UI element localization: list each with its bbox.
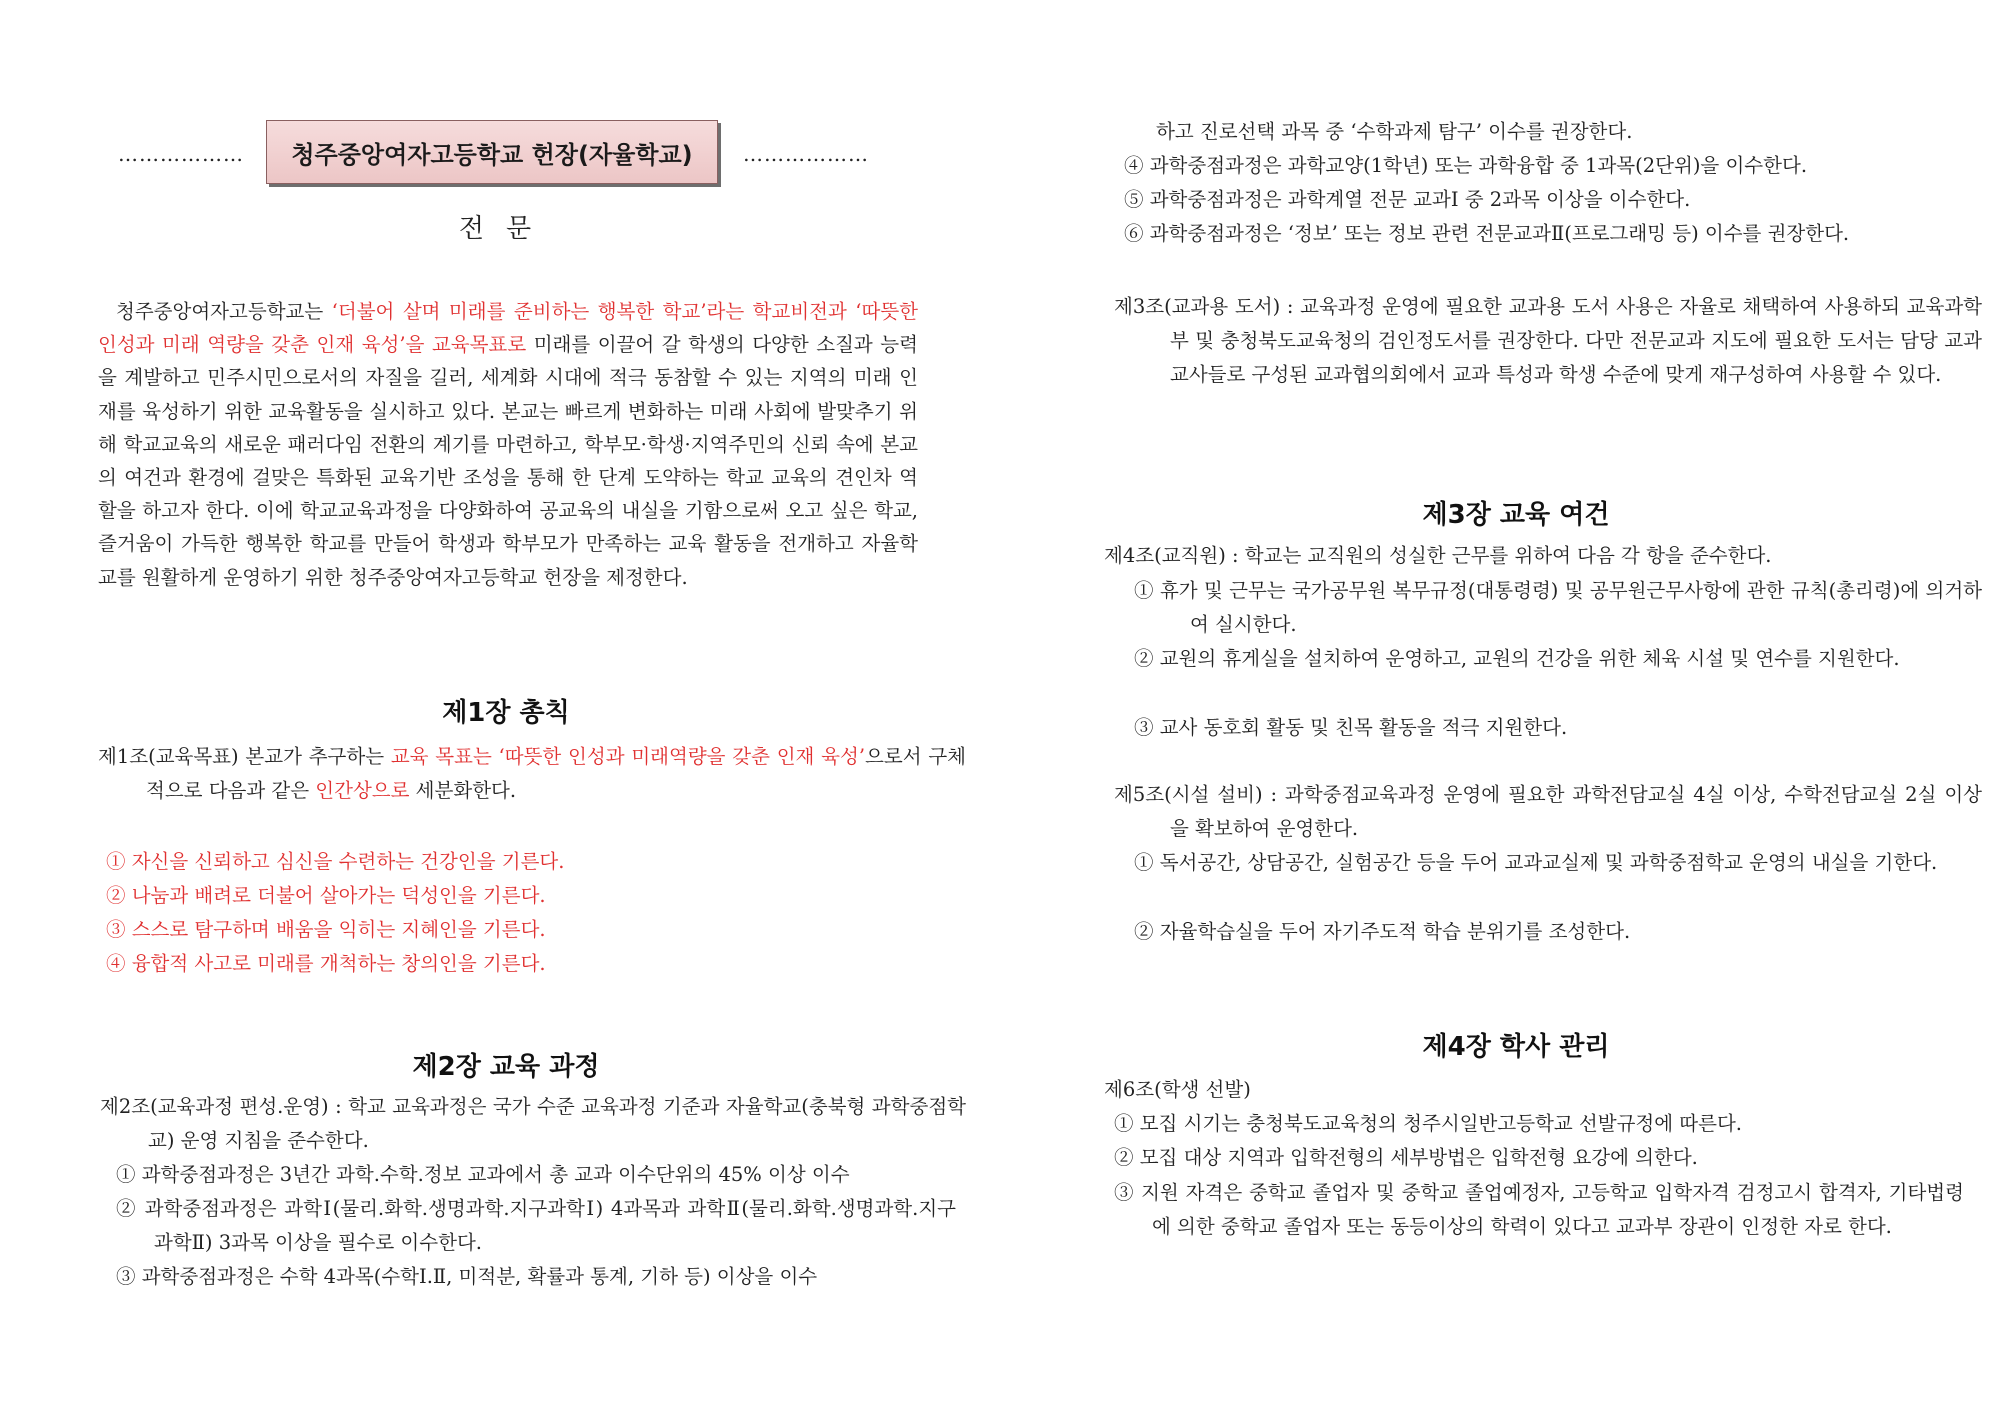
staff-item: ① 휴가 및 근무는 국가공무원 복무규정(대통령령) 및 공무원근무사항에 관한 규칙(총리령)에 의거하여 실시한다. <box>1134 579 1982 636</box>
document-title: 청주중앙여자고등학교 헌장(자율학교) <box>266 120 718 184</box>
curriculum-item: ⑥ 과학중점과정은 ‘정보’ 또는 정보 관련 전문교과Ⅱ(프로그래밍 등) 이수를 권장한다. <box>1124 222 1850 245</box>
article-3: 제3조(교과용 도서) : 교육과정 운영에 필요한 교과용 도서 사용은 자율로 채택하여 사용하되 교육과학부 및 충청북도교육청의 검인정도서를 권장한다. 다만 전문교과 지도에 필요한 도서는 담당 교과 교사들로 구성된 교과협의회에서 교과 특성과 학생 수준에 맞게 재구성하여 사용할 수 있다. <box>1114 295 1982 386</box>
admission-item: ③ 지원 자격은 중학교 졸업자 및 중학교 졸업예정자, 고등학교 입학자격 검정고시 합격자, 기타법령에 의한 중학교 졸업자 또는 동등이상의 학력이 있다고 교과부 장관이 인정한 자로 한다. <box>1114 1181 1964 1238</box>
facility-item: ① 독서공간, 상담공간, 실험공간 등을 두어 교과교실제 및 과학중점학교 운영의 내실을 기한다. <box>1134 851 1938 874</box>
chapter2-heading: 제2장 교육 과정 <box>412 1052 600 1082</box>
goal-item: ① 자신을 신뢰하고 심신을 수련하는 건강인을 기른다. <box>106 850 565 873</box>
goal-item: ② 나눔과 배려로 더불어 살아가는 덕성인을 기른다. <box>106 884 546 907</box>
admission-item: ② 모집 대상 지역과 입학전형의 세부방법은 입학전형 요강에 의한다. <box>1114 1146 1698 1169</box>
chapter3-heading: 제3장 교육 여건 <box>1422 500 1610 530</box>
curriculum-item: ① 과학중점과정은 3년간 과학.수학.정보 교과에서 총 교과 이수단위의 45% 이상 이수 <box>116 1163 850 1186</box>
preamble-text: 청주중앙여자고등학교는 ‘더불어 살며 미래를 준비하는 행복한 학교’라는 학교비전과 ‘따뜻한 인성과 미래 역량을 갖춘 인재 육성’을 교육목표로 미래를 이끌어 갈 학생의 다양한 소질과 능력을 계발하고 민주시민으로서의 자질을 길러, 세계화 시대에 적극 동참할 수 있는 지역의 미래 인재를 육성하기 위한 교육활동을 실시하고 있다. 본교는 빠르게 변화하는 미래 사회에 발맞추기 위해 학교교육의 새로운 패러다임 전환의 계기를 마련하고, 학부모·학생·지역주민의 신뢰 속에 본교의 여건과 환경에 걸맞은 특화된 교육기반 조성을 통해 한 단계 도약하는 학교 교육의 견인차 역할을 하고자 한다. 이에 학교교육과정을 다양화하여 공교육의 내실을 기함으로써 오고 싶은 학교, 즐거움이 가득한 행복한 학교를 만들어 학생과 학부모가 만족하는 교육 활동을 전개하고 자율학교를 원활하게 운영하기 위한 청주중앙여자고등학교 헌장을 제정한다. <box>98 300 918 589</box>
curriculum-item: ③ 과학중점과정은 수학 4과목(수학Ⅰ.Ⅱ, 미적분, 확률과 통계, 기하 등) 이상을 이수 <box>116 1265 818 1288</box>
curriculum-item-continued: 하고 진로선택 과목 중 ‘수학과제 탐구’ 이수를 권장한다. <box>1156 120 1633 143</box>
article-4: 제4조(교직원) : 학교는 교직원의 성실한 근무를 위하여 다음 각 항을 준수한다. <box>1104 544 1772 567</box>
title-row <box>118 120 878 186</box>
preamble-heading: 전문 <box>458 214 554 244</box>
curriculum-item: ② 과학중점과정은 과학Ⅰ(물리.화학.생명과학.지구과학Ⅰ) 4과목과 과학Ⅱ(물리.화학.생명과학.지구과학Ⅱ) 3과목 이상을 필수로 이수한다. <box>116 1197 956 1254</box>
admission-item: ① 모집 시기는 충청북도교육청의 청주시일반고등학교 선발규정에 따른다. <box>1114 1112 1743 1135</box>
preamble-vision: ‘더불어 살며 미래를 준비하는 행복한 학교’라는 학교비전과 ‘따뜻한 인성과 미래 역량을 갖춘 인재 육성’을 교육목표로 <box>98 300 918 357</box>
goal-item: ④ 융합적 사고로 미래를 개척하는 창의인을 기른다. <box>106 952 546 975</box>
curriculum-item: ⑤ 과학중점과정은 과학계열 전문 교과Ⅰ 중 2과목 이상을 이수한다. <box>1124 188 1691 211</box>
title-dots-left: ……………… <box>118 142 244 166</box>
article-5: 제5조(시설 설비) : 과학중점교육과정 운영에 필요한 과학전담교실 4실 이상, 수학전담교실 2실 이상을 확보하여 운영한다. <box>1114 783 1982 840</box>
goal-item: ③ 스스로 탐구하며 배움을 익히는 지혜인을 기른다. <box>106 918 546 941</box>
chapter1-heading: 제1장 총칙 <box>442 698 570 728</box>
article-2: 제2조(교육과정 편성.운영) : 학교 교육과정은 국가 수준 교육과정 기준과 자율학교(충북형 과학중점학교) 운영 지침을 준수한다. <box>100 1095 966 1152</box>
chapter4-heading: 제4장 학사 관리 <box>1422 1032 1610 1062</box>
article-6: 제6조(학생 선발) <box>1104 1078 1251 1101</box>
staff-item: ② 교원의 휴게실을 설치하여 운영하고, 교원의 건강을 위한 체육 시설 및 연수를 지원한다. <box>1134 647 1900 670</box>
article-1: 제1조(교육목표) 본교가 추구하는 교육 목표는 ‘따뜻한 인성과 미래역량을 갖춘 인재 육성’으로서 구체적으로 다음과 같은 인간상으로 세분화한다. <box>98 745 967 802</box>
facility-item: ② 자율학습실을 두어 자기주도적 학습 분위기를 조성한다. <box>1134 920 1631 943</box>
curriculum-item: ④ 과학중점과정은 과학교양(1학년) 또는 과학융합 중 1과목(2단위)을 이수한다. <box>1124 154 1808 177</box>
title-dots-right: ……………… <box>743 142 869 166</box>
staff-item: ③ 교사 동호회 활동 및 친목 활동을 적극 지원한다. <box>1134 716 1568 739</box>
